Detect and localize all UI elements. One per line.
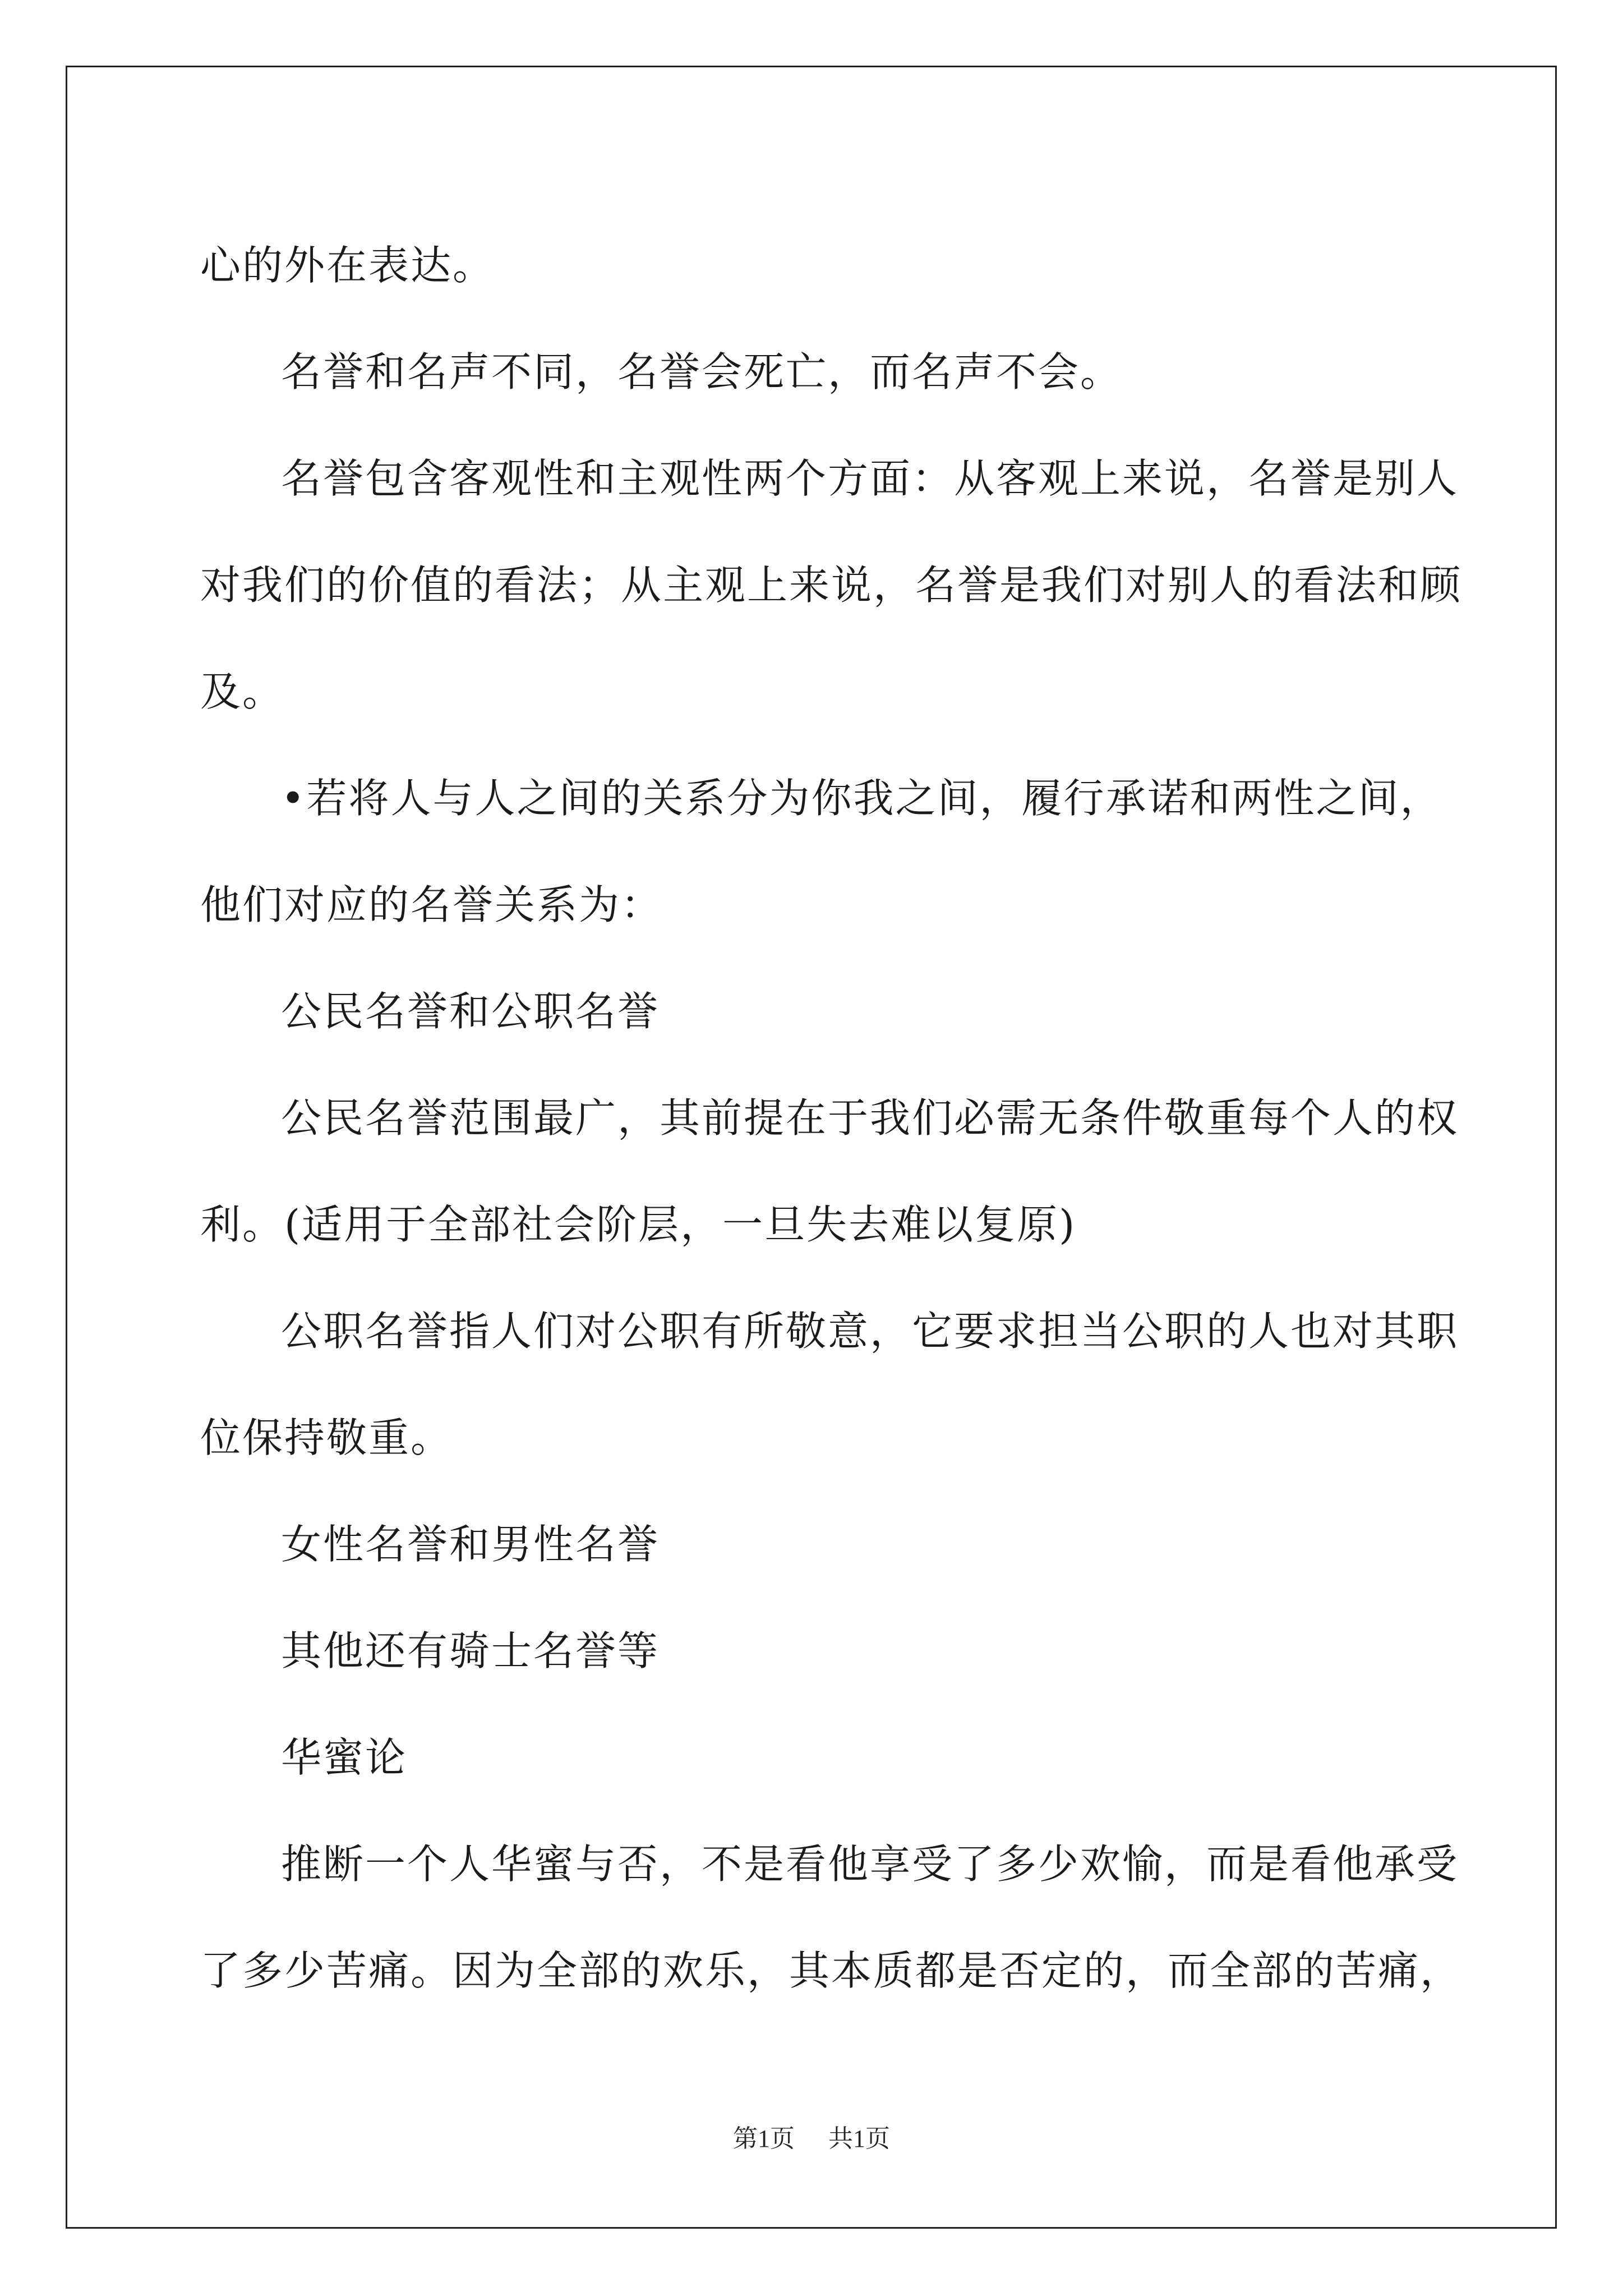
text-line: 公民名誉范围最广，其前提在于我们必需无条件敬重每个人的权 [281,1094,1459,1142]
text-line: 利。(适用于全部社会阶层，一旦失去难以复原) [200,1201,1077,1248]
text-line: 他们对应的名誉关系为： [200,881,663,928]
text-line: 心的外在表达。 [200,242,495,289]
page-number: 第1页 [733,2125,795,2152]
text-line: 了多少苦痛。因为全部的欢乐，其本质都是否定的，而全部的苦痛， [200,1947,1463,1994]
text-line: 公职名誉指人们对公职有所敬意，它要求担当公职的人也对其职 [281,1308,1459,1355]
section-heading: 女性名誉和男性名誉 [281,1521,660,1568]
text-line: 位保持敬重。 [200,1414,453,1461]
text-line: 名誉包含客观性和主观性两个方面：从客观上来说，名誉是别人 [281,455,1459,502]
text-line: 对我们的价值的看法；从主观上来说，名誉是我们对别人的看法和顾 [200,562,1463,609]
page-footer [0,2122,1623,2156]
section-heading: 公民名誉和公职名誉 [281,988,660,1035]
section-heading: 华蜜论 [281,1734,408,1781]
text-line: 及。 [200,668,285,715]
document-body [200,212,1463,2024]
text-line: 其他还有骑士名誉等 [281,1627,660,1674]
text-line: •若将人与人之间的关系分为你我之间，履行承诺和两性之间， [281,775,1442,822]
page-total: 共1页 [828,2125,890,2152]
text-line: 名誉和名声不同，名誉会死亡，而名声不会。 [281,348,1123,395]
text-line: 推断一个人华蜜与否，不是看他享受了多少欢愉，而是看他承受 [281,1841,1459,1888]
